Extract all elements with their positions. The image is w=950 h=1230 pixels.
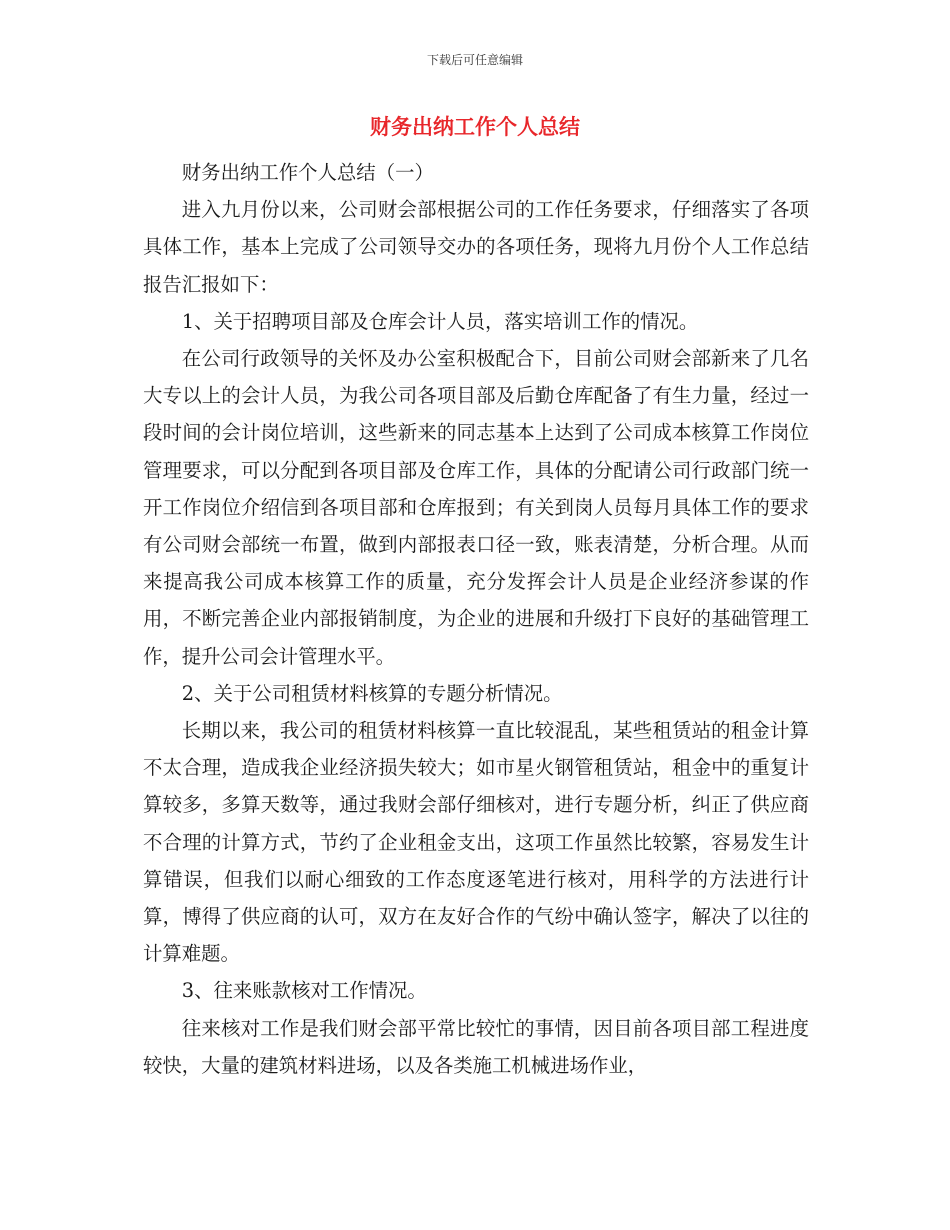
- paragraph-section-3: 往来核对工作是我们财会部平常比较忙的事情，因目前各项目部工程进度较快，大量的建筑材料进场，以及各类施工机械进场作业，: [143, 1016, 809, 1077]
- section-heading-2: 2、关于公司租赁材料核算的专题分析情况。: [181, 681, 563, 705]
- section-heading-1: 1、关于招聘项目部及仓库会计人员，落实培训工作的情况。: [181, 309, 699, 333]
- paragraph-section-1: 在公司行政领导的关怀及办公室积极配合下，目前公司财会部新来了几名大专以上的会计人员，为我公司各项目部及后勤仓库配备了有生力量，经过一段时间的会计岗位培训，这些新来的同志基本上达到了公司成本核算工作岗位管理要求，可以分配到各项目部及仓库工作，具体的分配请公司行政部门统一开工作岗位介绍信到各项目部和仓库报到；有关到岗人员每月具体工作的要求有公司财会部统一布置，做到内部报表口径一致，账表清楚，分析合理。从而来提高我公司成本核算工作的质量，充分发挥会计人员是企业经济参谋的作用，不断完善企业内部报销制度，为企业的进展和升级打下良好的基础管理工作，提升公司会计管理水平。: [143, 347, 809, 668]
- paragraph-intro: 进入九月份以来，公司财会部根据公司的工作任务要求，仔细落实了各项具体工作，基本上完成了公司领导交办的各项任务，现将九月份个人工作总结报告汇报如下：: [143, 198, 809, 296]
- header-note: 下载后可任意编辑: [426, 53, 523, 67]
- document-body: [143, 154, 809, 1084]
- paragraph-section-2: 长期以来，我公司的租赁材料核算一直比较混乱，某些租赁站的租金计算不太合理，造成我企业经济损失较大；如市星火钢管租赁站，租金中的重复计算较多，多算天数等，通过我财会部仔细核对，进行专题分析，纠正了供应商不合理的计算方式，节约了企业租金支出，这项工作虽然比较繁，容易发生计算错误，但我们以耐心细致的工作态度逐笔进行核对，用科学的方法进行计算，博得了供应商的认可，双方在友好合作的气纷中确认签字，解决了以往的计算难题。: [143, 719, 809, 966]
- paragraph-subtitle: 财务出纳工作个人总结（一）: [181, 161, 434, 184]
- document-title: 财务出纳工作个人总结: [370, 115, 580, 139]
- section-heading-3: 3、往来账款核对工作情况。: [181, 979, 427, 1003]
